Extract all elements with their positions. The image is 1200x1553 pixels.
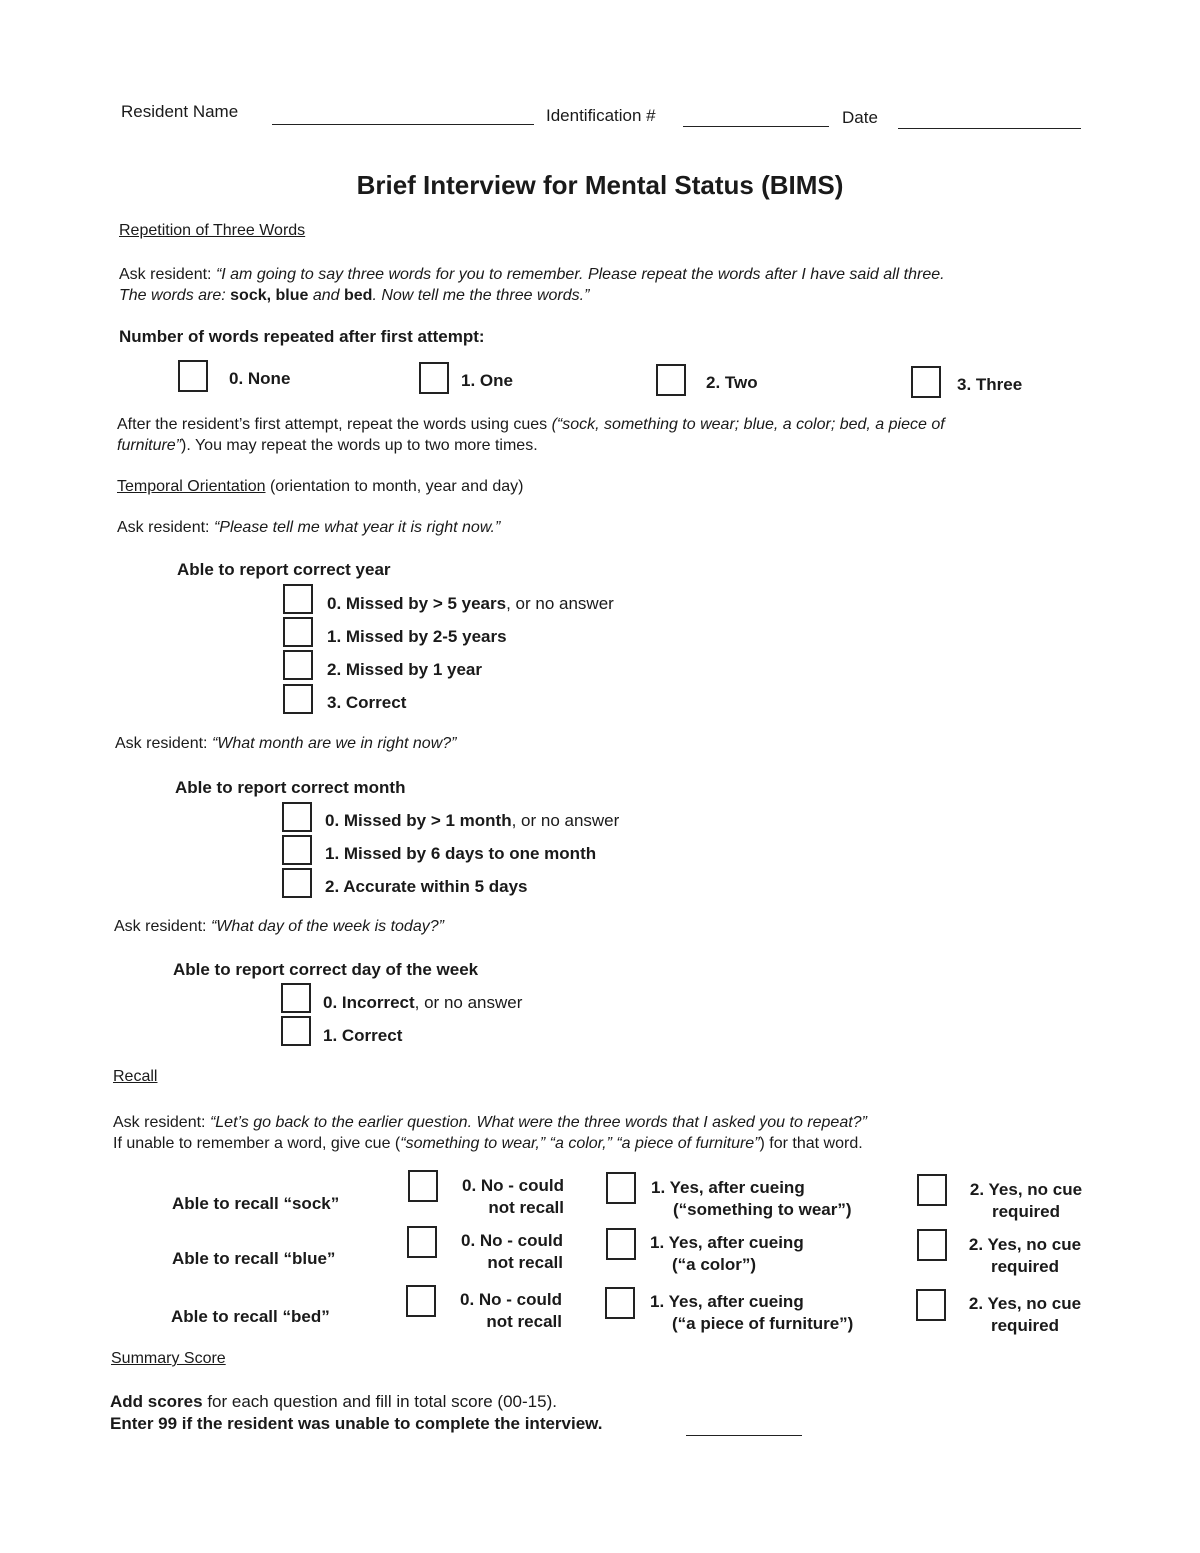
date-field[interactable]	[898, 128, 1081, 129]
recall-sock-opt2-line2: required	[991, 1202, 1061, 1221]
recall-blue-opt2-label	[962, 1234, 1088, 1278]
recall-blue-opt1-line2: (“a color”)	[672, 1255, 757, 1274]
recall-heading: Recall	[113, 1068, 158, 1085]
recall-bed-opt0-checkbox[interactable]	[406, 1285, 436, 1317]
recall-bed-opt2-line2: required	[990, 1316, 1060, 1335]
ask-prefix: Ask resident:	[119, 266, 216, 283]
month-option-0-bold: 0. Missed by > 1 month	[325, 811, 512, 830]
ask-year-question	[117, 519, 500, 537]
temporal-heading: Temporal Orientation	[117, 478, 266, 495]
recall-bed-label: Able to recall “bed”	[171, 1307, 330, 1326]
word-sock: sock,	[230, 287, 276, 304]
year-option-3-label: 3. Correct	[327, 693, 407, 712]
month-option-0-checkbox[interactable]	[282, 802, 312, 832]
words-repeated-question: Number of words repeated after first attempt:	[119, 327, 485, 346]
after-first-attempt-text	[117, 414, 1087, 456]
after-text-1a: After the resident’s first attempt, repeat the words using cues	[117, 416, 552, 433]
summary-line2: Enter 99 if the resident was unable to complete the interview.	[110, 1414, 603, 1433]
month-option-0-rest: , or no answer	[511, 811, 620, 830]
month-label: Able to report correct month	[175, 778, 406, 797]
recall-sock-opt1-checkbox[interactable]	[606, 1172, 636, 1204]
after-text-2b: ). You may repeat the words up to two more times.	[181, 437, 538, 454]
ask-day-quote: “What day of the week is today?”	[210, 918, 444, 935]
words-three-checkbox[interactable]	[911, 366, 941, 398]
recall-bed-opt1-line1: 1. Yes, after cueing	[650, 1292, 804, 1311]
year-option-2-label: 2. Missed by 1 year	[327, 660, 482, 679]
page-title: Brief Interview for Mental Status (BIMS)	[356, 170, 844, 200]
date-label: Date	[842, 108, 878, 127]
ask-month-question	[115, 735, 456, 753]
recall-ask-prefix: Ask resident:	[113, 1114, 210, 1131]
year-option-0-bold: 0. Missed by > 5 years	[327, 594, 507, 613]
identification-field[interactable]	[683, 126, 829, 127]
recall-blue-opt0-line1: 0. No - could	[461, 1231, 563, 1250]
recall-blue-opt0-checkbox[interactable]	[407, 1226, 437, 1258]
words-two-checkbox[interactable]	[656, 364, 686, 396]
recall-sock-opt0-checkbox[interactable]	[408, 1170, 438, 1202]
recall-blue-opt1-checkbox[interactable]	[606, 1228, 636, 1260]
identification-label: Identification #	[546, 106, 656, 125]
recall-bed-opt1-checkbox[interactable]	[605, 1287, 635, 1319]
instruction-words-suffix: . Now tell me the three words.”	[372, 287, 590, 304]
recall-cue-c: ) for that word.	[759, 1135, 863, 1152]
temporal-heading-suffix: (orientation to month, year and day)	[265, 478, 524, 495]
summary-instructions	[110, 1391, 810, 1435]
repetition-heading: Repetition of Three Words	[119, 222, 306, 239]
words-one-checkbox[interactable]	[419, 362, 449, 394]
month-option-1-checkbox[interactable]	[282, 835, 312, 865]
words-none-checkbox[interactable]	[178, 360, 208, 392]
word-blue: blue	[275, 287, 309, 304]
summary-line1-rest: for each question and fill in total score (00-15).	[202, 1392, 557, 1411]
repetition-instruction	[119, 264, 1079, 306]
recall-blue-opt2-line2: required	[990, 1257, 1060, 1276]
month-option-0-label	[325, 811, 619, 831]
ask-month-quote: “What month are we in right now?”	[211, 735, 457, 752]
recall-bed-opt0-label	[452, 1289, 562, 1333]
year-option-0-label	[327, 594, 614, 614]
day-option-1-label: 1. Correct	[323, 1026, 403, 1045]
recall-bed-opt2-label	[962, 1293, 1088, 1337]
recall-blue-opt0-line2: not recall	[487, 1253, 563, 1272]
words-three-label: 3. Three	[957, 375, 1023, 394]
day-option-0-label	[323, 993, 522, 1013]
words-two-label: 2. Two	[706, 373, 758, 392]
resident-name-label: Resident Name	[121, 102, 239, 121]
month-option-2-checkbox[interactable]	[282, 868, 312, 898]
day-option-0-checkbox[interactable]	[281, 983, 311, 1013]
resident-name-field[interactable]	[272, 124, 534, 125]
recall-blue-opt1-label	[650, 1232, 804, 1276]
words-one-label: 1. One	[461, 371, 513, 390]
day-option-1-checkbox[interactable]	[281, 1016, 311, 1046]
recall-bed-opt2-checkbox[interactable]	[916, 1289, 946, 1321]
words-none-label: 0. None	[229, 369, 291, 388]
year-option-0-checkbox[interactable]	[283, 584, 313, 614]
recall-sock-opt0-line1: 0. No - could	[462, 1176, 564, 1195]
month-option-1-label: 1. Missed by 6 days to one month	[325, 844, 597, 863]
ask-day-prefix: Ask resident:	[114, 918, 211, 935]
recall-blue-label: Able to recall “blue”	[172, 1249, 336, 1268]
after-text-2a: furniture”	[117, 437, 182, 454]
recall-bed-opt2-line1: 2. Yes, no cue	[968, 1294, 1082, 1313]
year-option-0-rest: , or no answer	[506, 594, 614, 613]
recall-bed-opt1-label	[650, 1291, 853, 1335]
recall-blue-opt0-label	[453, 1230, 563, 1274]
recall-instruction	[113, 1112, 1093, 1154]
total-score-field[interactable]	[686, 1435, 802, 1436]
word-bed: bed	[344, 287, 373, 304]
recall-sock-opt0-line2: not recall	[488, 1198, 564, 1217]
recall-blue-opt2-line1: 2. Yes, no cue	[968, 1235, 1082, 1254]
year-option-1-label: 1. Missed by 2-5 years	[327, 627, 507, 646]
recall-blue-opt2-checkbox[interactable]	[917, 1229, 947, 1261]
month-option-2-label: 2. Accurate within 5 days	[325, 877, 528, 896]
ask-day-question	[114, 918, 444, 936]
year-option-1-checkbox[interactable]	[283, 617, 313, 647]
day-label: Able to report correct day of the week	[173, 960, 479, 979]
recall-sock-opt1-label	[651, 1177, 852, 1221]
recall-sock-opt1-line2: (“something to wear”)	[673, 1200, 852, 1219]
instruction-line-1: “I am going to say three words for you to remember. Please repeat the words after I have said all three.	[215, 266, 945, 283]
day-option-0-bold: 0. Incorrect	[323, 993, 415, 1012]
ask-year-prefix: Ask resident:	[117, 519, 214, 536]
recall-bed-opt0-line2: not recall	[486, 1312, 562, 1331]
after-text-1b: (“sock, something to wear; blue, a color; bed, a piece of	[551, 416, 945, 433]
recall-ask-quote: “Let’s go back to the earlier question. What were the three words that I asked you to repeat?”	[209, 1114, 867, 1131]
year-option-2-checkbox[interactable]	[283, 650, 313, 680]
ask-month-prefix: Ask resident:	[115, 735, 212, 752]
recall-sock-opt2-line1: 2. Yes, no cue	[969, 1180, 1083, 1199]
year-label: Able to report correct year	[177, 560, 391, 579]
and-text: and	[308, 287, 344, 304]
recall-blue-opt1-line1: 1. Yes, after cueing	[650, 1233, 804, 1252]
summary-heading: Summary Score	[111, 1350, 226, 1367]
recall-sock-opt2-checkbox[interactable]	[917, 1174, 947, 1206]
instruction-words-prefix: The words are:	[119, 287, 231, 304]
recall-sock-opt1-line1: 1. Yes, after cueing	[651, 1178, 805, 1197]
recall-cue-a: If unable to remember a word, give cue (	[113, 1135, 401, 1152]
temporal-heading-line	[117, 478, 523, 496]
summary-line1-bold: Add scores	[110, 1392, 203, 1411]
recall-sock-label: Able to recall “sock”	[172, 1194, 340, 1213]
day-option-0-rest: , or no answer	[414, 993, 523, 1012]
ask-year-quote: “Please tell me what year it is right now.”	[213, 519, 501, 536]
recall-sock-opt0-label	[454, 1175, 564, 1219]
year-option-3-checkbox[interactable]	[283, 684, 313, 714]
recall-bed-opt0-line1: 0. No - could	[460, 1290, 562, 1309]
recall-bed-opt1-line2: (“a piece of furniture”)	[672, 1314, 854, 1333]
recall-cue-b: “something to wear,” “a color,” “a piece of furniture”	[400, 1135, 760, 1152]
recall-sock-opt2-label	[963, 1179, 1089, 1223]
